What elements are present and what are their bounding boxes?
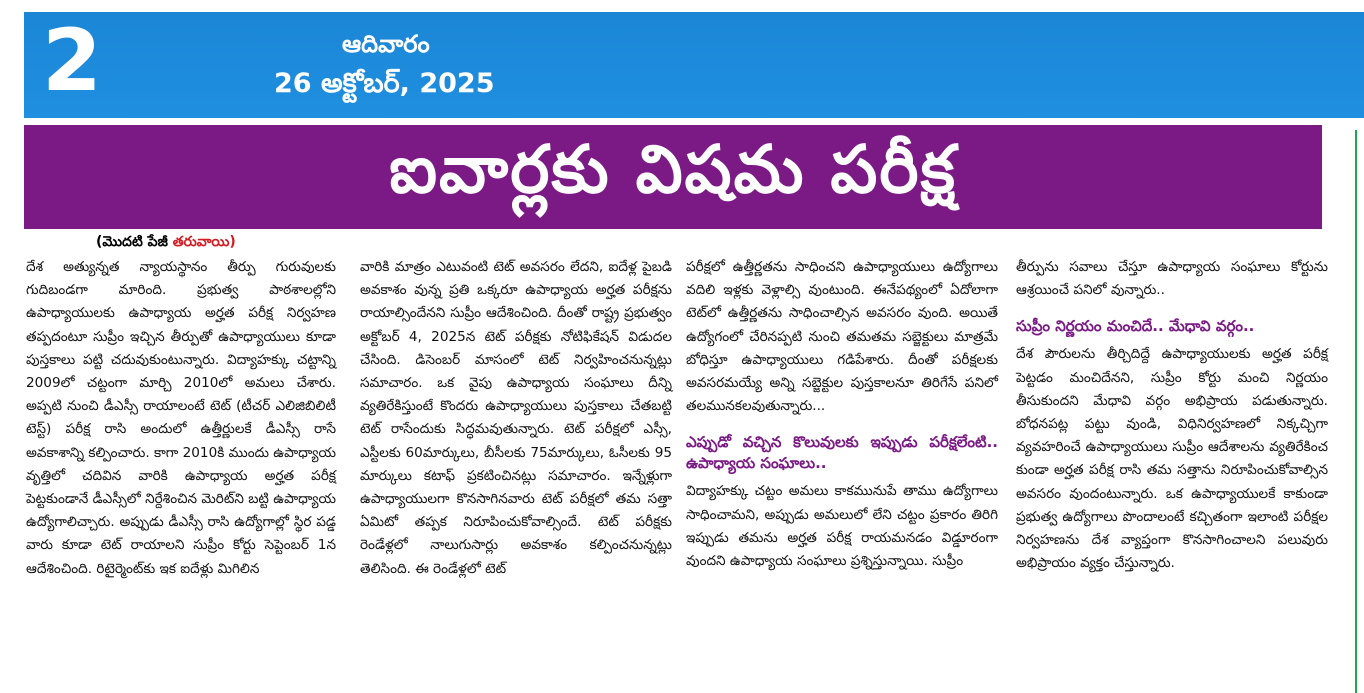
column-3-paragraph-2: విద్యాహక్కు చట్టం అమలు కాకమునుపే తాము ఉద్యోగాలు సాధించామని, అప్పుడు అమలులో లేని చట్టం ప్రకారం తిరిగి ఇప్పుడు తమను అర్హత పరీక్ష రాయమనడం విడ్డూరంగా వుందని ఉపాధ్యాయ సంఘాలు ప్రశ్నిస్తున్నాయి. సుప్రీం bbox=[686, 483, 998, 570]
column-4-paragraph-2: దేశ పౌరులను తీర్చిదిద్దే ఉపాధ్యాయులకు అర్హత పరీక్ష పెట్టడం మంచిదేనని, సుప్రీం కోర్టు మంచి నిర్ణయం తీసుకుందని మేధావి వర్గం అభిప్రాయ పడుతున్నారు. బోధనపట్ల పట్టు వుండి, విధినిర్వహణలో నిక్కచ్చిగా వ్యవహరించే ఉపాధ్యాయులు సుప్రీం ఆదేశాలను వ్యతిరేకించ కుండా అర్హత పరీక్ష రాసి తమ సత్తాను నిరూపించుకోవాల్సిన అవసరం వుందంటున్నారు. ఒక ఉపాధ్యాయులకే కాకుండా ప్రభుత్వ ఉద్యోగాలు పొందాలంటే కచ్చితంగా ఇలాంటి పరీక్షల నిర్వహణను దేశ వ్యాప్తంగా కొనసాగించాలని పలువురు అభిప్రాయం వ్యక్తం చేస్తున్నారు. bbox=[1016, 346, 1328, 572]
date-label: 26 అక్టోబర్, 2025 bbox=[274, 68, 495, 99]
column-2-text: వారికి మాత్రం ఎటువంటి టెట్ అవసరం లేదని, ఐదేళ్ల పైబడి అవకాశం వున్న ప్రతి ఒక్కరూ ఉపాధ్యాయ అర్హత పరీక్షను రాయాల్సిందేనని సుప్రీం ఆదేశించింది. దీంతో రాష్ట్ర ప్రభుత్వం అక్టోబర్ 4, 2025న టెట్ పరీక్షకు నోటిఫికేషన్ విడుదల చేసింది. డిసెంబర్ మాసంలో టెట్ నిర్వహించనున్నట్లు సమాచారం. ఒక వైపు ఉపాధ్యాయ సంఘాలు దీన్ని వ్యతిరేకిస్తుంటే కొందరు ఉపాధ్యాయులు పుస్తకాలు చేతబట్టి టెట్ రాసేందుకు సిద్ధమవుతున్నారు. టెట్ పరీక్షలో ఎస్సీ, ఎస్టీలకు 60మార్కులు, బీసీలకు 75మార్కులు, ఓసీలకు 95 మార్కులు కటాఫ్ ప్రకటించినట్లు సమాచారం. ఇన్నేళ్లుగా ఉపాధ్యాయులగా కొనసాగినవారు టెట్ పరీక్షలో తమ సత్తా ఏమిటో తప్పక నిరూపించుకోవాల్సిందే. టెట్ పరీక్షకు రెండేళ్లలో నాలుగుసార్లు అవకాశం కల్పించనున్నట్లు తెలిసింది. ఈ రెండేళ్లలో టెట్ bbox=[360, 259, 672, 577]
right-edge-rule bbox=[1355, 130, 1357, 693]
page-number: 2 bbox=[42, 11, 102, 111]
headline-banner bbox=[24, 125, 1322, 229]
article-column-2 bbox=[360, 256, 672, 581]
page-header bbox=[24, 12, 1364, 118]
article-column-4 bbox=[1016, 256, 1328, 575]
column-1-text: దేశ అత్యున్నత న్యాయస్థానం తీర్పు గురువులకు గుదిబండగా మారింది. ప్రభుత్వ పాఠశాలల్లోని ఉపాధ్యాయులకు ఉపాధ్యాయ అర్హత పరీక్ష నిర్వహణ తప్పదంటూ సుప్రీం ఇచ్చిన తీర్పుతో ఉపాధ్యాయులు కూడా పుస్తకాలు పట్టి చదువుకుంటున్నారు. విద్యాహక్కు చట్టాన్ని 2009లో చట్టంగా మార్చి 2010లో అమలు చేశారు. అప్పటి నుంచి డీఎస్సీ రాయాలంటే టెట్ (టీచర్ ఎలిజిబిలిటీ టెస్ట్) పరీక్ష రాసి అందులో ఉత్తీర్ణులకే డీఎస్సీ రాసే అవకాశాన్ని కల్పించారు. కాగా 2010కి ముందు ఉపాధ్యాయ వృత్తిలో చదివిన వారికి ఉపాధ్యాయ అర్హత పరీక్ష పెట్టకుండానే డీఎస్సీలో నిర్దేశించిన మెరిట్‌ని బట్టి ఉపాధ్యాయ ఉద్యోగాలిచ్చారు. అప్పుడు డీఎస్సీ రాసి ఉద్యోగాల్లో స్థిర పడ్డ వారు కూడా టెట్ రాయాలని సుప్రీం కోర్టు సెప్టెంబర్ 1న ఆదేశించింది. రిటైర్మెంట్‌కు ఇక ఐదేళ్లు మిగిలిన bbox=[26, 259, 336, 577]
column-4-paragraph-1: తీర్పును సవాలు చేస్తూ ఉపాధ్యాయ సంఘాలు కోర్టును ఆశ్రయించే పనిలో వున్నారు.. bbox=[1016, 259, 1328, 299]
column-4-subheading: సుప్రీం నిర్ణయం మంచిదే.. మేధావి వర్గం.. bbox=[1016, 317, 1255, 336]
dateline bbox=[274, 30, 494, 106]
column-3-subheading: ఎప్పుడో వచ్చిన కొలువులకు ఇప్పుడు పరీక్షలేంటి.. ఉపాధ్యాయ సంఘాలు.. bbox=[686, 433, 998, 473]
continuation-label: (మొదటి పేజీ bbox=[96, 234, 168, 250]
column-3-paragraph-1: పరీక్షలో ఉత్తీర్ణతను సాధించని ఉపాధ్యాయులు ఉద్యోగాలు వదిలి ఇళ్లకు వెళ్లాల్సి వుంటుంది. ఈనేపథ్యంలో ఏదోలాగా టెట్‌లో ఉత్తీర్ణతను సాధించాల్సిన అవసరం వుంది. అయితే ఉద్యోగంలో చేరినప్పటి నుంచి తమతమ సబ్జెక్టులు మాత్రమే బోధిస్తూ ఉపాధ్యాయులు గడిపేశారు. దీంతో పరీక్షలకు అవసరమయ్యే అన్ని సబ్జెక్టుల పుస్తకాలనూ తిరిగేసే పనిలో తలమునకలవుతున్నారు... bbox=[686, 259, 998, 415]
continuation-tag: తరువాయి) bbox=[172, 234, 236, 250]
headline: ఐవార్లకు విషమ పరీక్ష bbox=[389, 130, 957, 208]
day-label: ఆదివారం bbox=[342, 30, 430, 58]
article-column-1 bbox=[26, 256, 336, 581]
continuation-note bbox=[96, 234, 236, 253]
article-column-3 bbox=[686, 256, 998, 573]
